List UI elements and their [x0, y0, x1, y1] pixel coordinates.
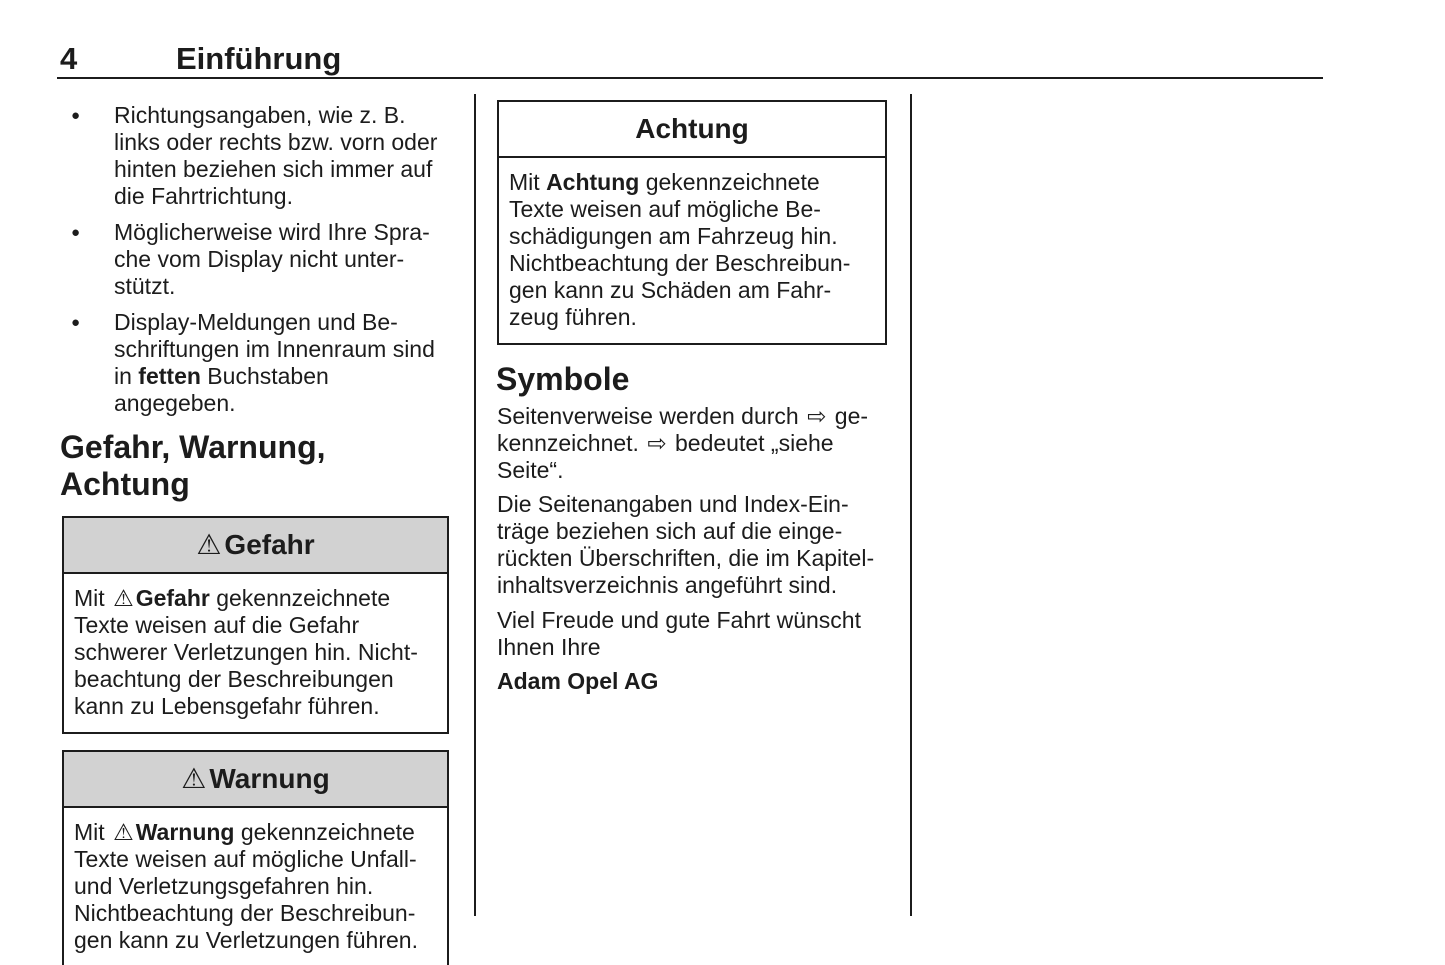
bold-text-segment: Gefahr [135, 585, 210, 611]
danger-box-header [64, 518, 447, 574]
text-line: Nichtbeachtung der Beschreibun- [509, 250, 851, 276]
text-segment: kennzeichnet. [497, 430, 646, 456]
text-line: Seite“. [497, 457, 564, 483]
column-divider-right [910, 94, 912, 916]
text-line: Richtungsangaben, wie z. B. [114, 102, 406, 128]
text-line: Texte weisen auf die Gefahr [74, 612, 360, 638]
text-line: Möglicherweise wird Ihre Spra- [114, 219, 430, 245]
text-line: kann zu Lebensgefahr führen. [74, 693, 380, 719]
caution-box-title: Achtung [635, 113, 749, 144]
text-line: Texte weisen auf mögliche Be- [509, 196, 821, 222]
page-title: Einführung [176, 41, 342, 76]
bullet-text [114, 309, 449, 417]
text-segment: gekennzeichnete [234, 819, 415, 845]
symbols-section-heading: Symbole [496, 361, 630, 397]
text-line [497, 430, 887, 457]
danger-box [62, 516, 449, 734]
text-line [114, 363, 449, 417]
bullet-item-display-messages [62, 309, 449, 417]
text-line: inhaltsverzeichnis angeführt sind. [497, 572, 838, 598]
text-line: die Fahrtrichtung. [114, 183, 293, 209]
warning-triangle-icon: ⚠ [113, 585, 134, 611]
text-line [497, 403, 887, 430]
warning-triangle-icon: ⚠ [181, 763, 207, 794]
text-line [74, 585, 437, 612]
page-reference-arrow-icon: ⇨ [647, 430, 667, 456]
text-segment: bedeutet „siehe [668, 430, 834, 456]
text-line: Nichtbeachtung der Beschreibun- [74, 900, 416, 926]
text-line: che vom Display nicht unter- [114, 246, 405, 272]
text-line: Texte weisen auf mögliche Unfall- [74, 846, 417, 872]
danger-box-body [64, 574, 447, 732]
section-heading-gefahr-warnung-achtung: Gefahr, Warnung, Achtung [60, 429, 326, 502]
warning-box-body [64, 808, 447, 965]
company-signature: Adam Opel AG [497, 668, 659, 694]
symbols-paragraph-wishes [497, 607, 887, 661]
page-reference-arrow-icon: ⇨ [807, 403, 827, 429]
text-line: zeug führen. [509, 304, 637, 330]
text-line: Ihnen Ihre [497, 634, 601, 660]
bullet-icon: ● [71, 314, 81, 331]
middle-column [497, 100, 887, 695]
bold-text-segment: fetten [138, 363, 201, 389]
bullet-item-language [62, 219, 449, 300]
header-rule [57, 77, 1323, 79]
text-line: gen kann zu Schäden am Fahr- [509, 277, 832, 303]
text-line: Display-Meldungen und Be- [114, 309, 398, 335]
caution-box [497, 100, 887, 345]
text-segment: Seitenverweise werden durch [497, 403, 806, 429]
bullet-icon: ● [71, 107, 81, 124]
text-segment: Mit [74, 585, 112, 611]
text-segment: Mit [74, 819, 112, 845]
text-line [74, 819, 437, 846]
text-line: hinten beziehen sich immer auf [114, 156, 433, 182]
page-number: 4 [60, 41, 78, 76]
warning-box-header [64, 752, 447, 808]
bold-text-segment: Achtung [546, 169, 640, 195]
caution-box-header [499, 102, 885, 158]
warning-box-title: Warnung [209, 763, 330, 794]
text-line: schriftungen im Innenraum sind [114, 336, 435, 362]
text-line: rückten Überschriften, die im Kapitel- [497, 545, 875, 571]
text-line [509, 169, 875, 196]
text-line: Die Seitenangaben und Index-Ein- [497, 491, 849, 517]
caution-box-body [499, 158, 885, 343]
symbols-paragraph-references [497, 403, 887, 484]
column-divider-left [474, 94, 476, 916]
text-line: träge beziehen sich auf die einge- [497, 518, 843, 544]
text-segment: gekennzeichnete [639, 169, 820, 195]
text-line: schwerer Verletzungen hin. Nicht- [74, 639, 418, 665]
symbols-paragraph-page-index [497, 491, 887, 599]
text-segment: in [114, 363, 139, 389]
danger-box-title: Gefahr [224, 529, 315, 560]
text-line: beachtung der Beschreibungen [74, 666, 394, 692]
left-column [62, 102, 449, 965]
text-segment: ge- [828, 403, 869, 429]
text-line: und Verletzungsgefahren hin. [74, 873, 374, 899]
warning-triangle-icon: ⚠ [113, 819, 134, 845]
text-segment: gekennzeichnete [209, 585, 391, 611]
text-line: schädigungen am Fahrzeug hin. [509, 223, 838, 249]
text-segment: Buchstaben angegeben. [114, 363, 329, 416]
bullet-text [114, 102, 449, 210]
warning-triangle-icon: ⚠ [196, 529, 222, 560]
bullet-text [114, 219, 449, 300]
text-segment: Mit [509, 169, 547, 195]
text-line: stützt. [114, 273, 176, 299]
text-line: gen kann zu Verletzungen führen. [74, 927, 418, 953]
bold-text-segment: Warnung [135, 819, 235, 845]
bullet-item-directions [62, 102, 449, 210]
text-line: Viel Freude und gute Fahrt wünscht [497, 607, 861, 633]
bullet-icon: ● [71, 224, 81, 241]
text-line: links oder rechts bzw. vorn oder [114, 129, 438, 155]
warning-box [62, 750, 449, 965]
